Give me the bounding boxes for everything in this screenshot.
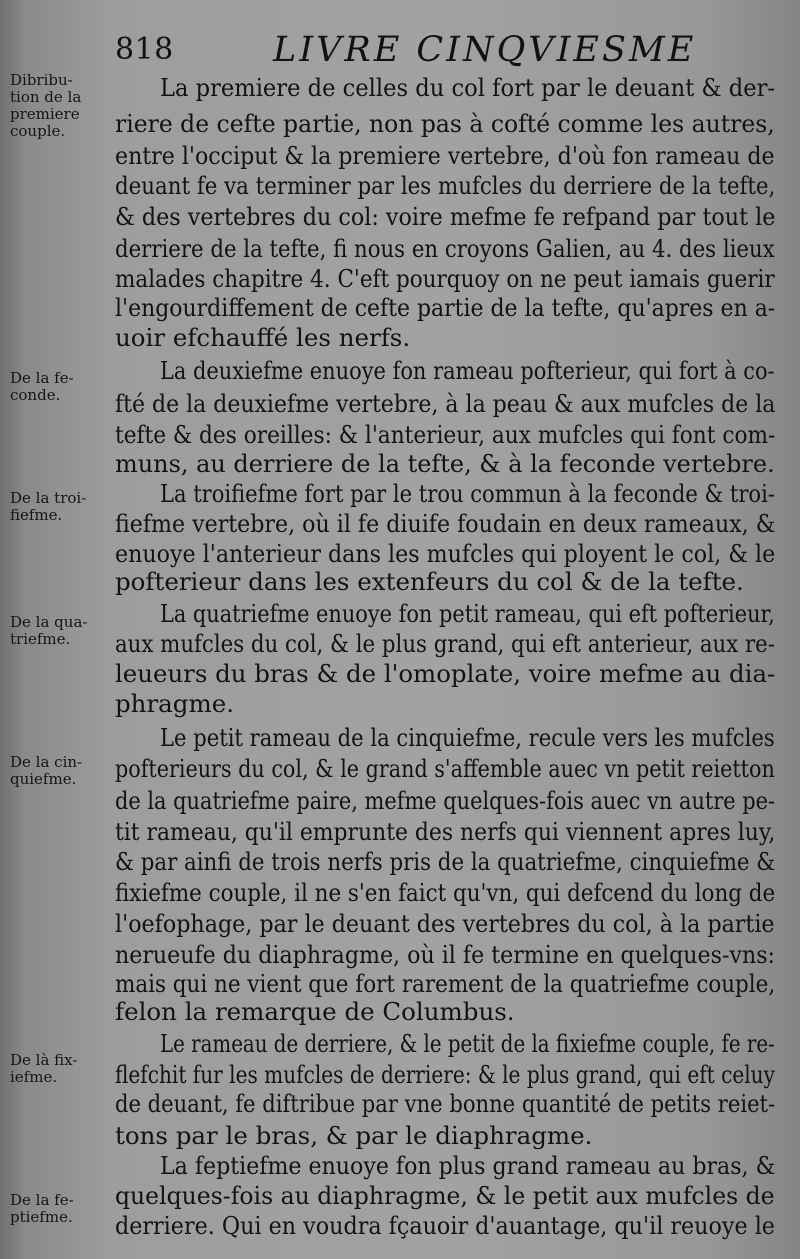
text-line: mais qui ne vient que fort rarement de la quatriefme couple,	[115, 969, 776, 998]
text-line: riere de cefte partie, non pas à cofté comme les autres,	[115, 109, 775, 138]
text-line: malades chapitre 4. C'eft pourquoy on ne peut iamais guerir	[115, 264, 775, 293]
text-line: fixiefme couple, il ne s'en faict qu'vn, qui defcend du long de	[115, 878, 776, 907]
text-line: aux mufcles du col, & le plus grand, qui eft anterieur, aux re-	[115, 629, 775, 658]
text-line: nerueufe du diaphragme, où il fe termine en quelques-vns:	[115, 940, 775, 969]
text-line: derriere. Qui en voudra fçauoir d'auantage, qu'il reuoye le	[115, 1211, 775, 1240]
text-line: flefchit fur les mufcles de derriere: & le plus grand, qui eft celuy	[115, 1060, 775, 1089]
text-line: Le petit rameau de la cinquiefme, recule vers les mufcles	[160, 723, 775, 752]
page-header	[115, 30, 775, 74]
margin-note-sixth-pair: De là fix- iefme.	[10, 1051, 78, 1086]
margin-note-first-pair: Dibribu- tion de la premiere couple.	[10, 71, 82, 140]
text-line: uoir efchauffé les nerfs.	[115, 323, 411, 352]
page-number: 818	[115, 32, 174, 67]
margin-note-fourth-pair: De la qua- triefme.	[10, 613, 88, 648]
text-line: de deuant, fe diftribue par vne bonne quantité de petits reiet-	[115, 1089, 776, 1118]
text-line: leueurs du bras & de l'omoplate, voire mefme au dia-	[115, 659, 776, 688]
margin-note-fifth-pair: De la cin- quiefme.	[10, 753, 83, 788]
margin-note-third-pair: De la troi- fiefme.	[10, 489, 87, 524]
text-line: & des vertebres du col: voire mefme fe refpand par tout le	[115, 202, 776, 231]
text-line: fiefme vertebre, où il fe diuife foudain en deux rameaux, &	[115, 509, 776, 538]
text-line: tefte & des oreilles: & l'anterieur, aux mufcles qui font com-	[115, 420, 776, 449]
text-line: entre l'occiput & la premiere vertebre, d'où fon rameau de	[115, 141, 775, 170]
text-line: quelques-fois au diaphragme, & le petit aux mufcles de	[115, 1181, 775, 1210]
text-line: pofterieur dans les extenfeurs du col & de la tefte.	[115, 567, 744, 596]
text-line: l'engourdiffement de cefte partie de la tefte, qu'apres en a-	[115, 293, 776, 322]
text-line: l'oefophage, par le deuant des vertebres du col, à la partie	[115, 909, 775, 938]
margin-note-second-pair: De la fe- conde.	[10, 369, 74, 404]
text-line: deuant fe va terminer par les mufcles du derriere de la tefte,	[115, 171, 776, 200]
text-line: de la quatriefme paire, mefme quelques-fois auec vn autre pe-	[115, 786, 776, 815]
text-line: tit rameau, qu'il emprunte des nerfs qui viennent apres luy,	[115, 817, 776, 846]
text-line: tons par le bras, & par le diaphragme.	[115, 1121, 593, 1150]
running-title: LIVRE CINQVIESME	[273, 30, 697, 70]
text-line: muns, au derriere de la tefte, & à la feconde vertebre.	[115, 449, 775, 478]
text-line: La deuxiefme enuoye fon rameau pofterieur, qui fort à co-	[160, 356, 775, 385]
text-line: La premiere de celles du col fort par le deuant & der-	[160, 73, 776, 102]
text-line: enuoye l'anterieur dans les mufcles qui ployent le col, & le	[115, 539, 776, 568]
text-line: Le rameau de derriere, & le petit de la fixiefme couple, fe re-	[160, 1029, 775, 1058]
text-line: pofterieurs du col, & le grand s'affemble auec vn petit reietton	[115, 754, 775, 783]
text-line: La quatriefme enuoye fon petit rameau, qui eft pofterieur,	[160, 599, 775, 628]
text-line: felon la remarque de Columbus.	[115, 997, 515, 1026]
text-line: phragme.	[115, 689, 234, 718]
text-line: & par ainfi de trois nerfs pris de la quatriefme, cinquiefme &	[115, 847, 776, 876]
text-line: La feptiefme enuoye fon plus grand rameau au bras, &	[160, 1151, 776, 1180]
text-line: derriere de la tefte, fi nous en croyons Galien, au 4. des lieux	[115, 234, 775, 263]
text-line: La troifiefme fort par le trou commun à la feconde & troi-	[160, 479, 775, 508]
margin-note-seventh-pair: De la fe- ptiefme.	[10, 1191, 74, 1226]
text-line: fté de la deuxiefme vertebre, à la peau & aux mufcles de la	[115, 389, 776, 418]
